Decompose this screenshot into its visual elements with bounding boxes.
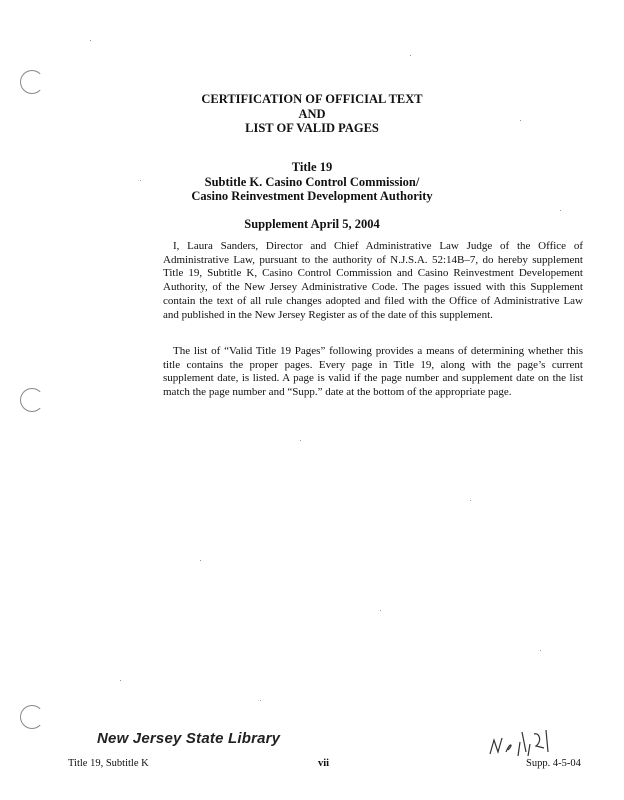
- header-line-1: CERTIFICATION OF OFFICIAL TEXT: [201, 92, 423, 106]
- punch-hole-bottom: [20, 705, 44, 729]
- subtitle-line-2: Casino Reinvestment Development Authority: [191, 189, 433, 203]
- punch-hole-middle: [20, 388, 44, 412]
- punch-hole-top: [20, 70, 44, 94]
- supplement-date: Supplement April 5, 2004: [244, 217, 380, 231]
- paragraph-certification: I, Laura Sanders, Director and Chief Administrative Law Judge of the Office of Administrative Law, pursuant to the authority of N.J.S.A. 52:14B–7, do hereby supplement Title 19, Subtitle K, Casino Control Commission and Casino Reinvestment Developement Authority, of the New Jersey Administrative Code. The pages issued with this Supplement contain the text of all rule changes adopted and filed with the Office of Administrative Law and published in the New Jersey Register as of the date of this supplement.: [163, 240, 583, 321]
- footer-title: Title 19, Subtitle K: [68, 758, 149, 769]
- subtitle-line-1: Subtitle K. Casino Control Commission/: [204, 174, 420, 189]
- header-line-2: AND: [298, 106, 326, 121]
- handwritten-initials-icon: [486, 722, 556, 762]
- header-line-3: LIST OF VALID PAGES: [245, 121, 379, 135]
- page-number: vii: [318, 758, 330, 769]
- library-stamp: New Jersey State Library: [97, 730, 281, 747]
- paragraph-valid-pages: The list of “Valid Title 19 Pages” following provides a means of determining whether this title contains the proper pages. Every page in Title 19, along with the page’s current supplement date, is listed. A page is valid if the page number and supplement date on the list match the page number and “Supp.” date at the bottom of the appropriate page.: [163, 345, 583, 399]
- certification-header: [0, 92, 624, 136]
- title-block: [0, 160, 624, 204]
- footer-supplement: Supp. 4-5-04: [526, 758, 581, 769]
- title: Title 19: [291, 160, 333, 174]
